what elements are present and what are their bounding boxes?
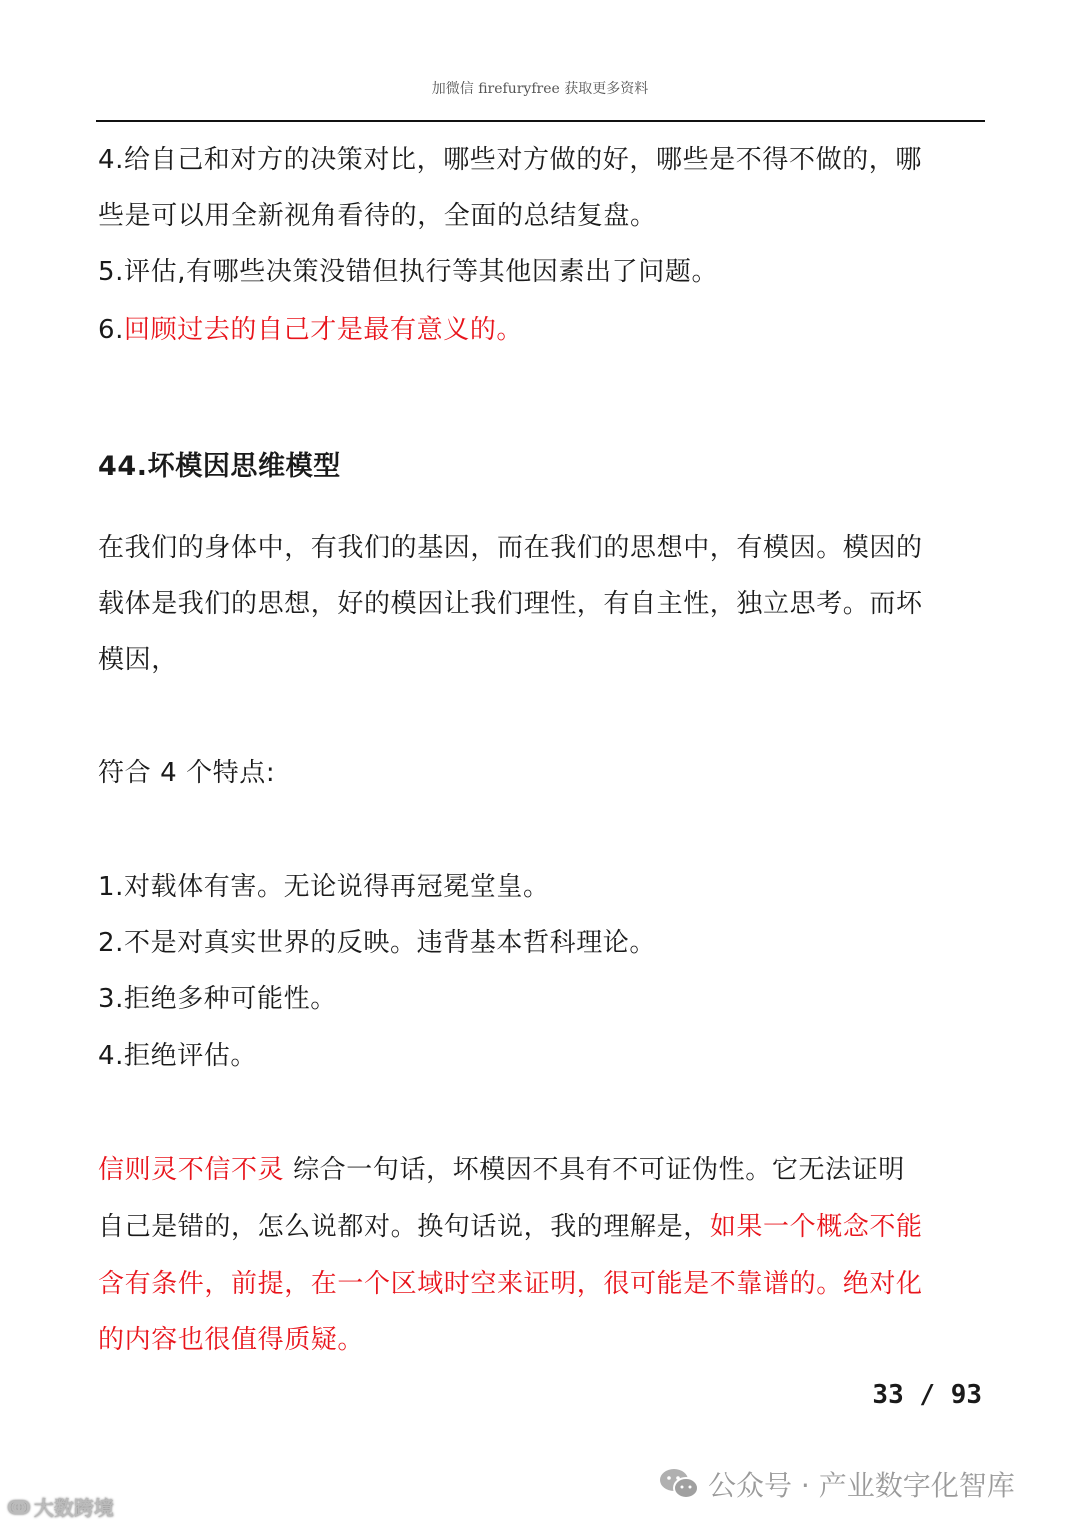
text-line [98, 252, 718, 292]
corner-watermark [8, 1492, 114, 1521]
text-segment: 4.给自己和对方的决策对比，哪些对方做的好，哪些是不得不做的，哪 [98, 145, 923, 175]
feature-item: 2.不是对真实世界的反映。违背基本哲科理论。 [98, 928, 657, 958]
corner-watermark-text: 大数跨境 [33, 1496, 114, 1520]
para-line: 在我们的身体中，有我们的基因，而在我们的思想中，有模因。模因的 [98, 533, 923, 563]
summary-line [98, 1150, 905, 1190]
feature-item: 3.拒绝多种可能性。 [98, 984, 337, 1014]
para-line: 模因， [98, 645, 178, 675]
highlight-text: 含有条件，前提，在一个区域时空来证明，很可能是不靠谱的。绝对化 [98, 1269, 923, 1299]
highlight-text: 信则灵不信不灵 [98, 1155, 285, 1185]
para-line: 载体是我们的思想，好的模因让我们理性，有自主性，独立思考。而坏 [98, 589, 923, 619]
logo-icon: ↈ [8, 1494, 30, 1519]
wechat-icon [658, 1466, 700, 1502]
text-segment: 6. [98, 315, 125, 345]
page-number: 33 / 93 [872, 1380, 982, 1410]
text-segment: 自己是错的，怎么说都对。换句话说，我的理解是， [98, 1212, 710, 1242]
feature-item: 4.拒绝评估。 [98, 1041, 258, 1071]
watermark [658, 1464, 1015, 1504]
highlight-text: 的内容也很值得质疑。 [98, 1325, 365, 1355]
text-segment: 些是可以用全新视角看待的，全面的总结复盘。 [98, 201, 657, 231]
highlight-text: 回顾过去的自己才是最有意义的。 [124, 315, 524, 345]
summary-line [98, 1320, 364, 1360]
text-segment: 5.评估,有哪些决策没错但执行等其他因素出了问题。 [98, 257, 719, 287]
watermark-text: 公众号 · 产业数字化智库 [708, 1469, 1015, 1502]
summary-line [98, 1207, 923, 1247]
text-line [98, 310, 523, 350]
summary-line [98, 1264, 923, 1304]
section-heading: 44.坏模因思维模型 [98, 451, 341, 482]
features-intro: 符合 4 个特点: [98, 758, 276, 788]
text-segment: 综合一句话，坏模因不具有不可证伪性。它无法证明 [284, 1155, 905, 1185]
text-line [98, 140, 922, 180]
highlight-text: 如果一个概念不能 [709, 1212, 923, 1242]
page-header: 加微信 firefuryfree 获取更多资料 [431, 81, 649, 97]
header-rule [96, 120, 985, 122]
text-line [98, 196, 657, 236]
feature-item: 1.对载体有害。无论说得再冠冕堂皇。 [98, 872, 550, 902]
